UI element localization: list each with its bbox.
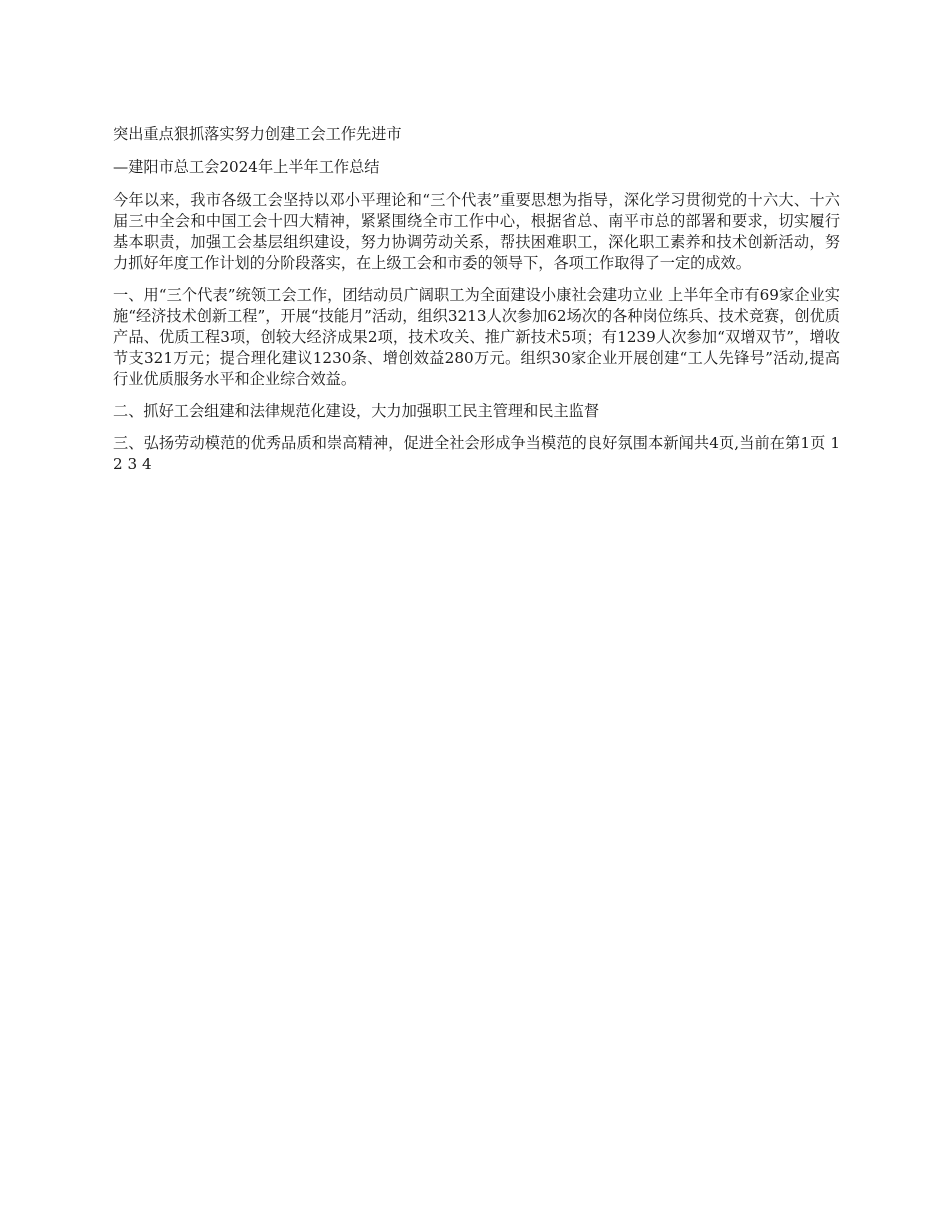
- document-body: [113, 124, 840, 486]
- section-three-paragraph: 三、弘扬劳动模范的优秀品质和崇高精神，促进全社会形成争当模范的良好氛围本新闻共4页,当前在第1页 1 2 3 4: [113, 434, 840, 473]
- document-subtitle: —建阳市总工会2024年上半年工作总结: [113, 158, 380, 176]
- section-two-paragraph: 二、抓好工会组建和法律规范化建设，大力加强职工民主管理和民主监督: [113, 402, 599, 420]
- document-title: 突出重点狠抓落实努力创建工会工作先进市: [113, 125, 402, 143]
- intro-paragraph: 今年以来，我市各级工会坚持以邓小平理论和“三个代表”重要思想为指导，深化学习贯彻党的十六大、十六届三中全会和中国工会十四大精神，紧紧围绕全市工作中心，根据省总、南平市总的部署和要求，切实履行基本职责，加强工会基层组织建设，努力协调劳动关系，帮扶困难职工，深化职工素养和技术创新活动，努力抓好年度工作计划的分阶段落实，在上级工会和市委的领导下，各项工作取得了一定的成效。: [113, 191, 840, 272]
- section-one-paragraph: 一、用“三个代表”统领工会工作，团结动员广阔职工为全面建设小康社会建功立业 上半年全市有69家企业实施“经济技术创新工程”，开展“技能月”活动，组织3213人次参加62场次的各种岗位练兵、技术竞赛，创优质产品、优质工程3项，创较大经济成果2项，技术攻关、推广新技术5项；有1239人次参加“双增双节”，增收节支321万元；提合理化建议1230条、增创效益280万元。组织30家企业开展创建“工人先锋号”活动,提高行业优质服务水平和企业综合效益。: [113, 286, 840, 388]
